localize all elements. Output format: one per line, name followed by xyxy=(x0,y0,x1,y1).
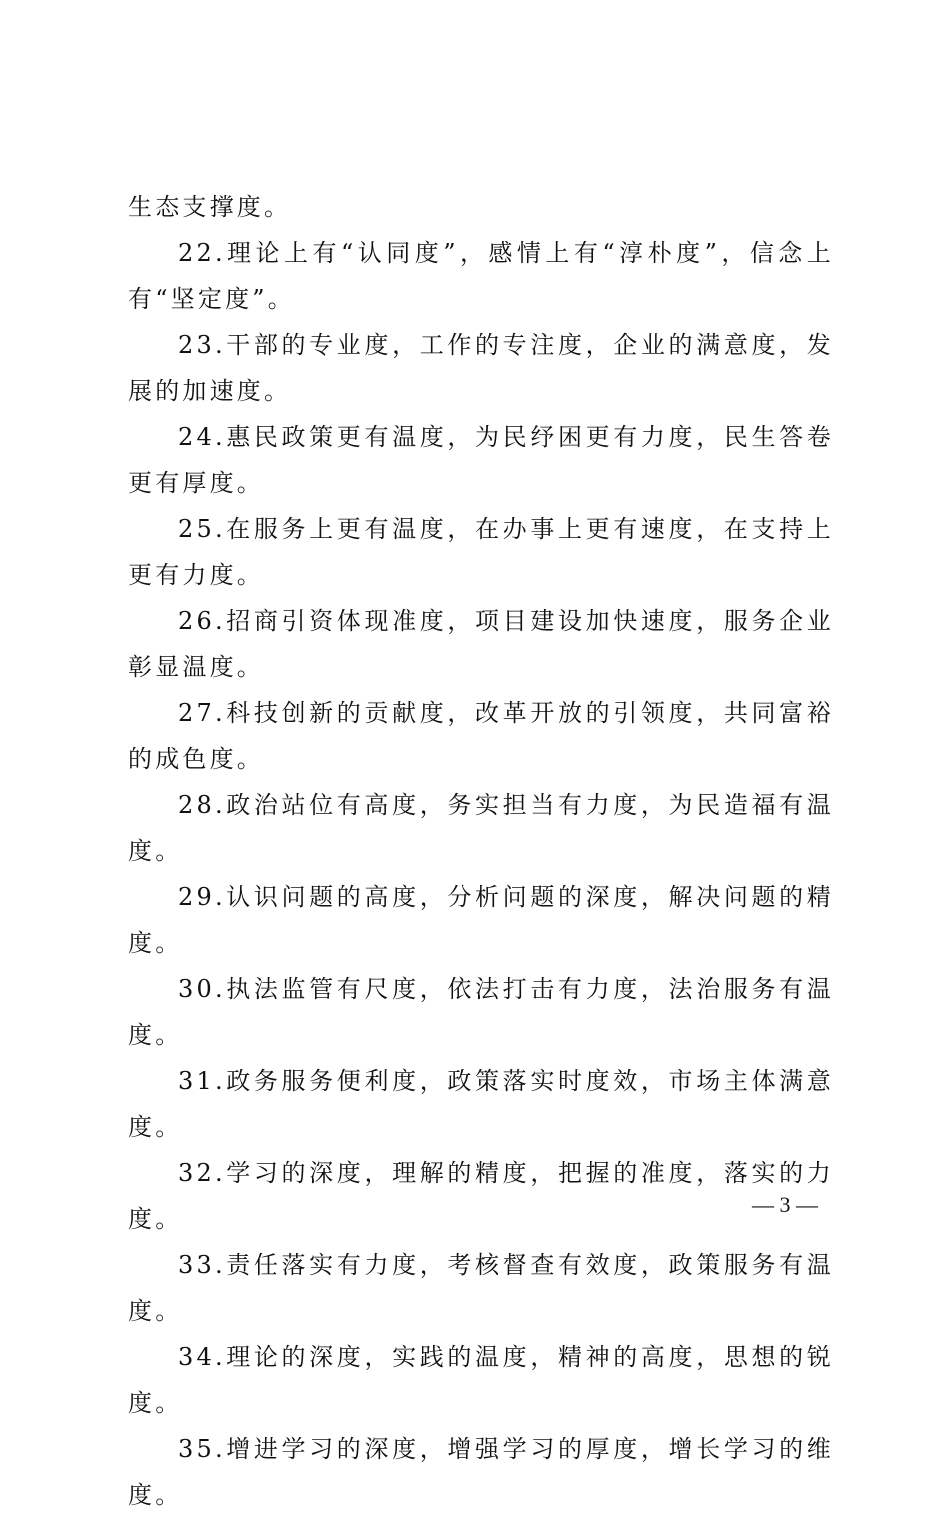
paragraph-item-34: 34.理论的深度，实践的温度，精神的高度，思想的锐度。 xyxy=(128,1343,834,1417)
paragraph-item-27: 27.科技创新的贡献度，改革开放的引领度，共同富裕的成色度。 xyxy=(128,699,834,773)
paragraph-item-28: 28.政治站位有高度，务实担当有力度，为民造福有温度。 xyxy=(128,791,834,865)
page-number: — 3 — xyxy=(752,1192,818,1217)
paragraph-item-33: 33.责任落实有力度，考核督查有效度，政策服务有温度。 xyxy=(128,1251,834,1325)
paragraph-item-23: 23.干部的专业度，工作的专注度，企业的满意度，发展的加速度。 xyxy=(128,331,834,405)
paragraph-item-26: 26.招商引资体现准度，项目建设加快速度，服务企业彰显温度。 xyxy=(128,607,834,681)
paragraph-item-35: 35.增进学习的深度，增强学习的厚度，增长学习的维度。 xyxy=(128,1435,834,1509)
paragraph-item-29: 29.认识问题的高度，分析问题的深度，解决问题的精度。 xyxy=(128,883,834,957)
paragraph-item-32: 32.学习的深度，理解的精度，把握的准度，落实的力度。 xyxy=(128,1159,834,1233)
paragraph-item-31: 31.政务服务便利度，政策落实时度效，市场主体满意度。 xyxy=(128,1067,834,1141)
paragraph-item-30: 30.执法监管有尺度，依法打击有力度，法治服务有温度。 xyxy=(128,975,834,1049)
paragraph-item-25: 25.在服务上更有温度，在办事上更有速度，在支持上更有力度。 xyxy=(128,515,834,589)
paragraph-item-22: 22.理论上有“认同度”，感情上有“淳朴度”，信念上有“坚定度”。 xyxy=(128,239,834,313)
paragraph-continuation: 生态支撑度。 xyxy=(128,193,292,221)
document-body xyxy=(128,184,834,1518)
paragraph-item-24: 24.惠民政策更有温度，为民纾困更有力度，民生答卷更有厚度。 xyxy=(128,423,834,497)
